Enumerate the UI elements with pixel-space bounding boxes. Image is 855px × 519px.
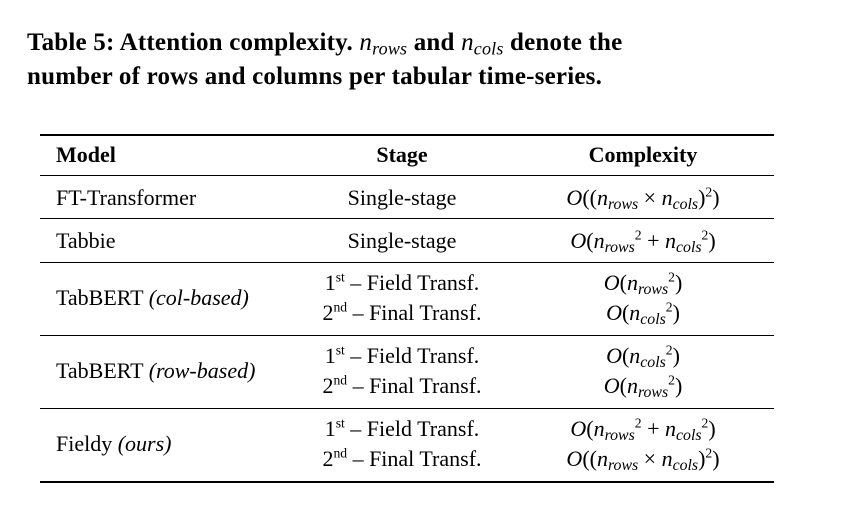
caption-n-cols: $n_{cols}$ — [461, 29, 504, 59]
header-model: Model — [56, 142, 116, 167]
stage-cell: Single-stage — [347, 228, 457, 253]
stage-cell: 2nd – Final Transf. — [322, 445, 482, 471]
complexity-cell: $O(n_{rows}^2 + n_{cols}^2)$ — [570, 415, 716, 444]
model-name: Fieldy (ours) — [56, 431, 172, 456]
stage-cell: 2nd – Final Transf. — [322, 299, 482, 325]
model-name: Tabbie — [56, 228, 116, 253]
bottom-rule — [40, 481, 774, 483]
model-name: TabBERT (row-based) — [56, 358, 256, 383]
model-name: TabBERT (col-based) — [56, 285, 249, 310]
caption-n-rows: $n_{rows}$ — [359, 29, 408, 59]
top-rule — [40, 134, 774, 136]
complexity-cell: $O(n_{cols}^2)$ — [606, 299, 680, 328]
stage-cell: 2nd – Final Transf. — [322, 372, 482, 398]
caption-line2: number of rows and columns per tabular time-series. — [27, 63, 603, 90]
complexity-cell: $O((n_{rows} \times n_{cols})^2)$ — [566, 184, 720, 213]
stage-cell: Single-stage — [347, 185, 457, 210]
stage-cell: 1st – Field Transf. — [324, 415, 480, 441]
caption-rest: denote the — [510, 29, 623, 56]
header-stage: Stage — [376, 142, 428, 167]
caption-title: Attention complexity. — [119, 29, 353, 56]
row-divider — [40, 262, 774, 263]
row-divider — [40, 335, 774, 336]
header-rule — [40, 175, 774, 176]
complexity-cell: $O(n_{cols}^2)$ — [606, 342, 680, 371]
row-divider — [40, 218, 774, 219]
model-name: FT-Transformer — [56, 185, 197, 210]
complexity-cell: $O(n_{rows}^2 + n_{cols}^2)$ — [570, 227, 716, 256]
complexity-cell: $O(n_{rows}^2)$ — [603, 269, 683, 298]
header-complexity: Complexity — [588, 142, 698, 167]
stage-cell: 1st – Field Transf. — [324, 269, 480, 295]
table-caption — [27, 26, 827, 94]
complexity-cell: $O(n_{rows}^2)$ — [603, 372, 683, 401]
row-divider — [40, 408, 774, 409]
caption-and: and — [413, 29, 455, 56]
caption-label: Table 5: — [27, 29, 115, 56]
complexity-cell: $O((n_{rows} \times n_{cols})^2)$ — [566, 445, 720, 474]
stage-cell: 1st – Field Transf. — [324, 342, 480, 368]
